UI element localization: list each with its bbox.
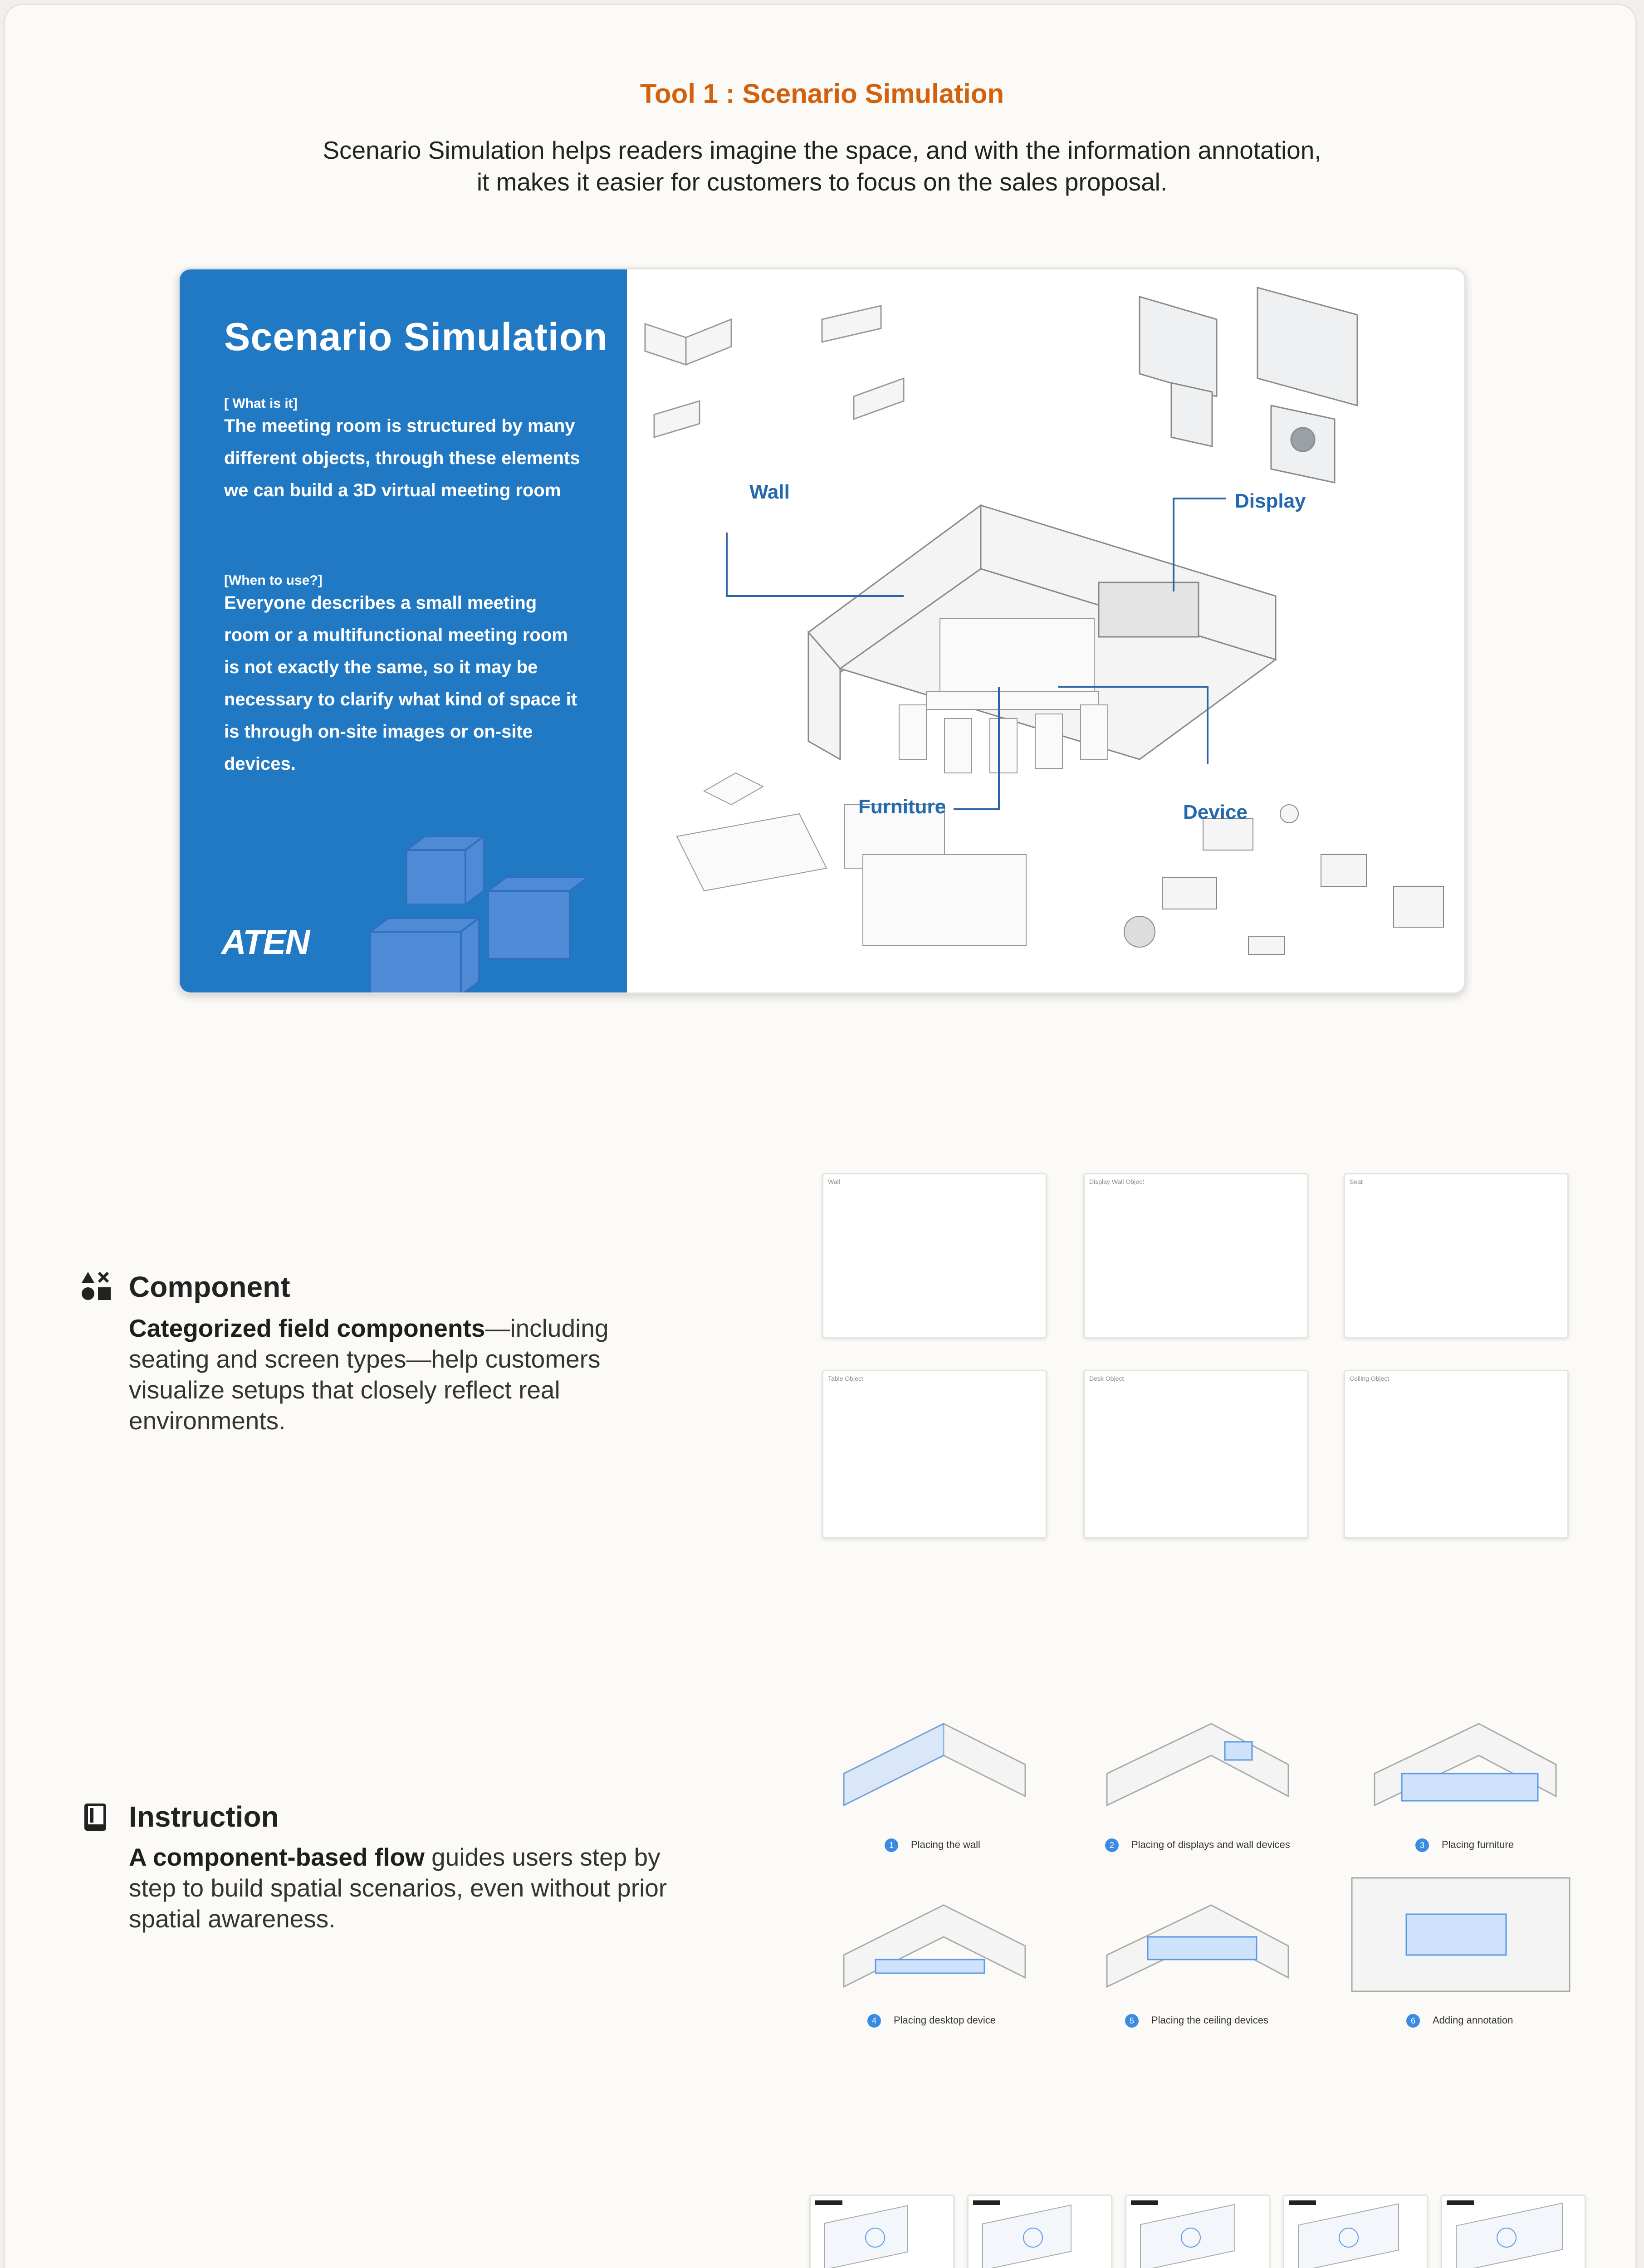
component-thumb: Desk Object [1083, 1370, 1308, 1539]
room-illustration [627, 269, 1466, 992]
label-display: Display [1235, 490, 1306, 512]
hero-slide [178, 268, 1466, 994]
step-caption: 6 Adding annotation [1406, 2014, 1513, 2028]
intro-text [0, 134, 1644, 198]
template-thumb-header [815, 2200, 842, 2205]
component-text: —including seating and screen types—help customers visualize setups that closely reflect real environments. [129, 1314, 609, 1435]
wall-piece-1 [686, 319, 731, 365]
template-thumb [809, 2195, 954, 2268]
what-text: The meeting room is structured by many different objects, through these elements we can build a 3D virtual meeting room [224, 416, 580, 500]
template-thumb-header [1289, 2200, 1316, 2205]
when-text: Everyone describes a small meeting room or a multifunctional meeting room is not exactly the same, so it may be necessary to clarify what kind of space it is through on-site images or on-site devices. [224, 593, 577, 774]
instruction-text: guides users step by step to build spatial scenarios, even without prior spatial awareness. [129, 1843, 667, 1933]
shapes-icon [80, 1270, 112, 1302]
cubes-illustration [370, 750, 627, 992]
step-caption: 2 Placing of displays and wall devices [1105, 1838, 1290, 1852]
wall-piece-3 [822, 306, 881, 342]
intro-line-2: it makes it easier for customers to focus on the sales proposal. [476, 168, 1168, 196]
template-thumb-annotation [1023, 2228, 1043, 2248]
wall-piece-5 [854, 378, 904, 419]
component-description [129, 1313, 682, 1436]
what-label: [ What is it] [224, 396, 298, 411]
template-thumb-annotation [865, 2228, 885, 2248]
instruction-steps-illustration [835, 1715, 1579, 2041]
component-thumb: Wall [822, 1173, 1047, 1338]
book-icon [80, 1802, 112, 1833]
step-caption: 4 Placing desktop device [867, 2014, 996, 2028]
component-thumb: Display Wall Object [1083, 1173, 1308, 1338]
template-thumb-annotation [1181, 2228, 1201, 2248]
template-thumb [1283, 2195, 1428, 2268]
template-thumb-header [1131, 2200, 1158, 2205]
template-thumb-annotation [1339, 2228, 1359, 2248]
when-label: [When to use?] [224, 573, 323, 588]
component-thumb: Table Object [822, 1370, 1047, 1539]
instruction-heading: Instruction [129, 1800, 279, 1833]
step-caption: 3 Placing furniture [1415, 1838, 1514, 1852]
component-thumb: Ceiling Object [1344, 1370, 1569, 1539]
component-heading: Component [129, 1271, 290, 1303]
template-thumb [1125, 2195, 1270, 2268]
instruction-bold: A component-based flow [129, 1843, 425, 1871]
template-thumb-header [973, 2200, 1000, 2205]
instruction-description [129, 1842, 682, 1934]
step-caption: 5 Placing the ceiling devices [1125, 2014, 1268, 2028]
wall-piece-4 [654, 401, 700, 437]
page-title: Tool 1 : Scenario Simulation [640, 78, 1004, 109]
step-caption: 1 Placing the wall [885, 1838, 980, 1852]
template-thumb [967, 2195, 1112, 2268]
template-thumb-header [1447, 2200, 1474, 2205]
component-thumb: Seat [1344, 1173, 1569, 1338]
template-grid [809, 2195, 1586, 2268]
aten-logo: ATEN [221, 923, 309, 962]
room-drawing [627, 269, 1466, 994]
intro-line-1: Scenario Simulation helps readers imagine the space, and with the information annotation, [323, 136, 1321, 164]
label-furniture: Furniture [858, 796, 946, 818]
template-thumb [1441, 2195, 1586, 2268]
component-bold: Categorized field components [129, 1314, 485, 1342]
hero-heading: Scenario Simulation [224, 315, 608, 359]
template-thumb-annotation [1497, 2228, 1517, 2248]
label-device: Device [1183, 801, 1248, 823]
hero-info-panel [180, 269, 627, 992]
wall-piece-2 [645, 324, 686, 365]
label-wall: Wall [749, 481, 790, 503]
